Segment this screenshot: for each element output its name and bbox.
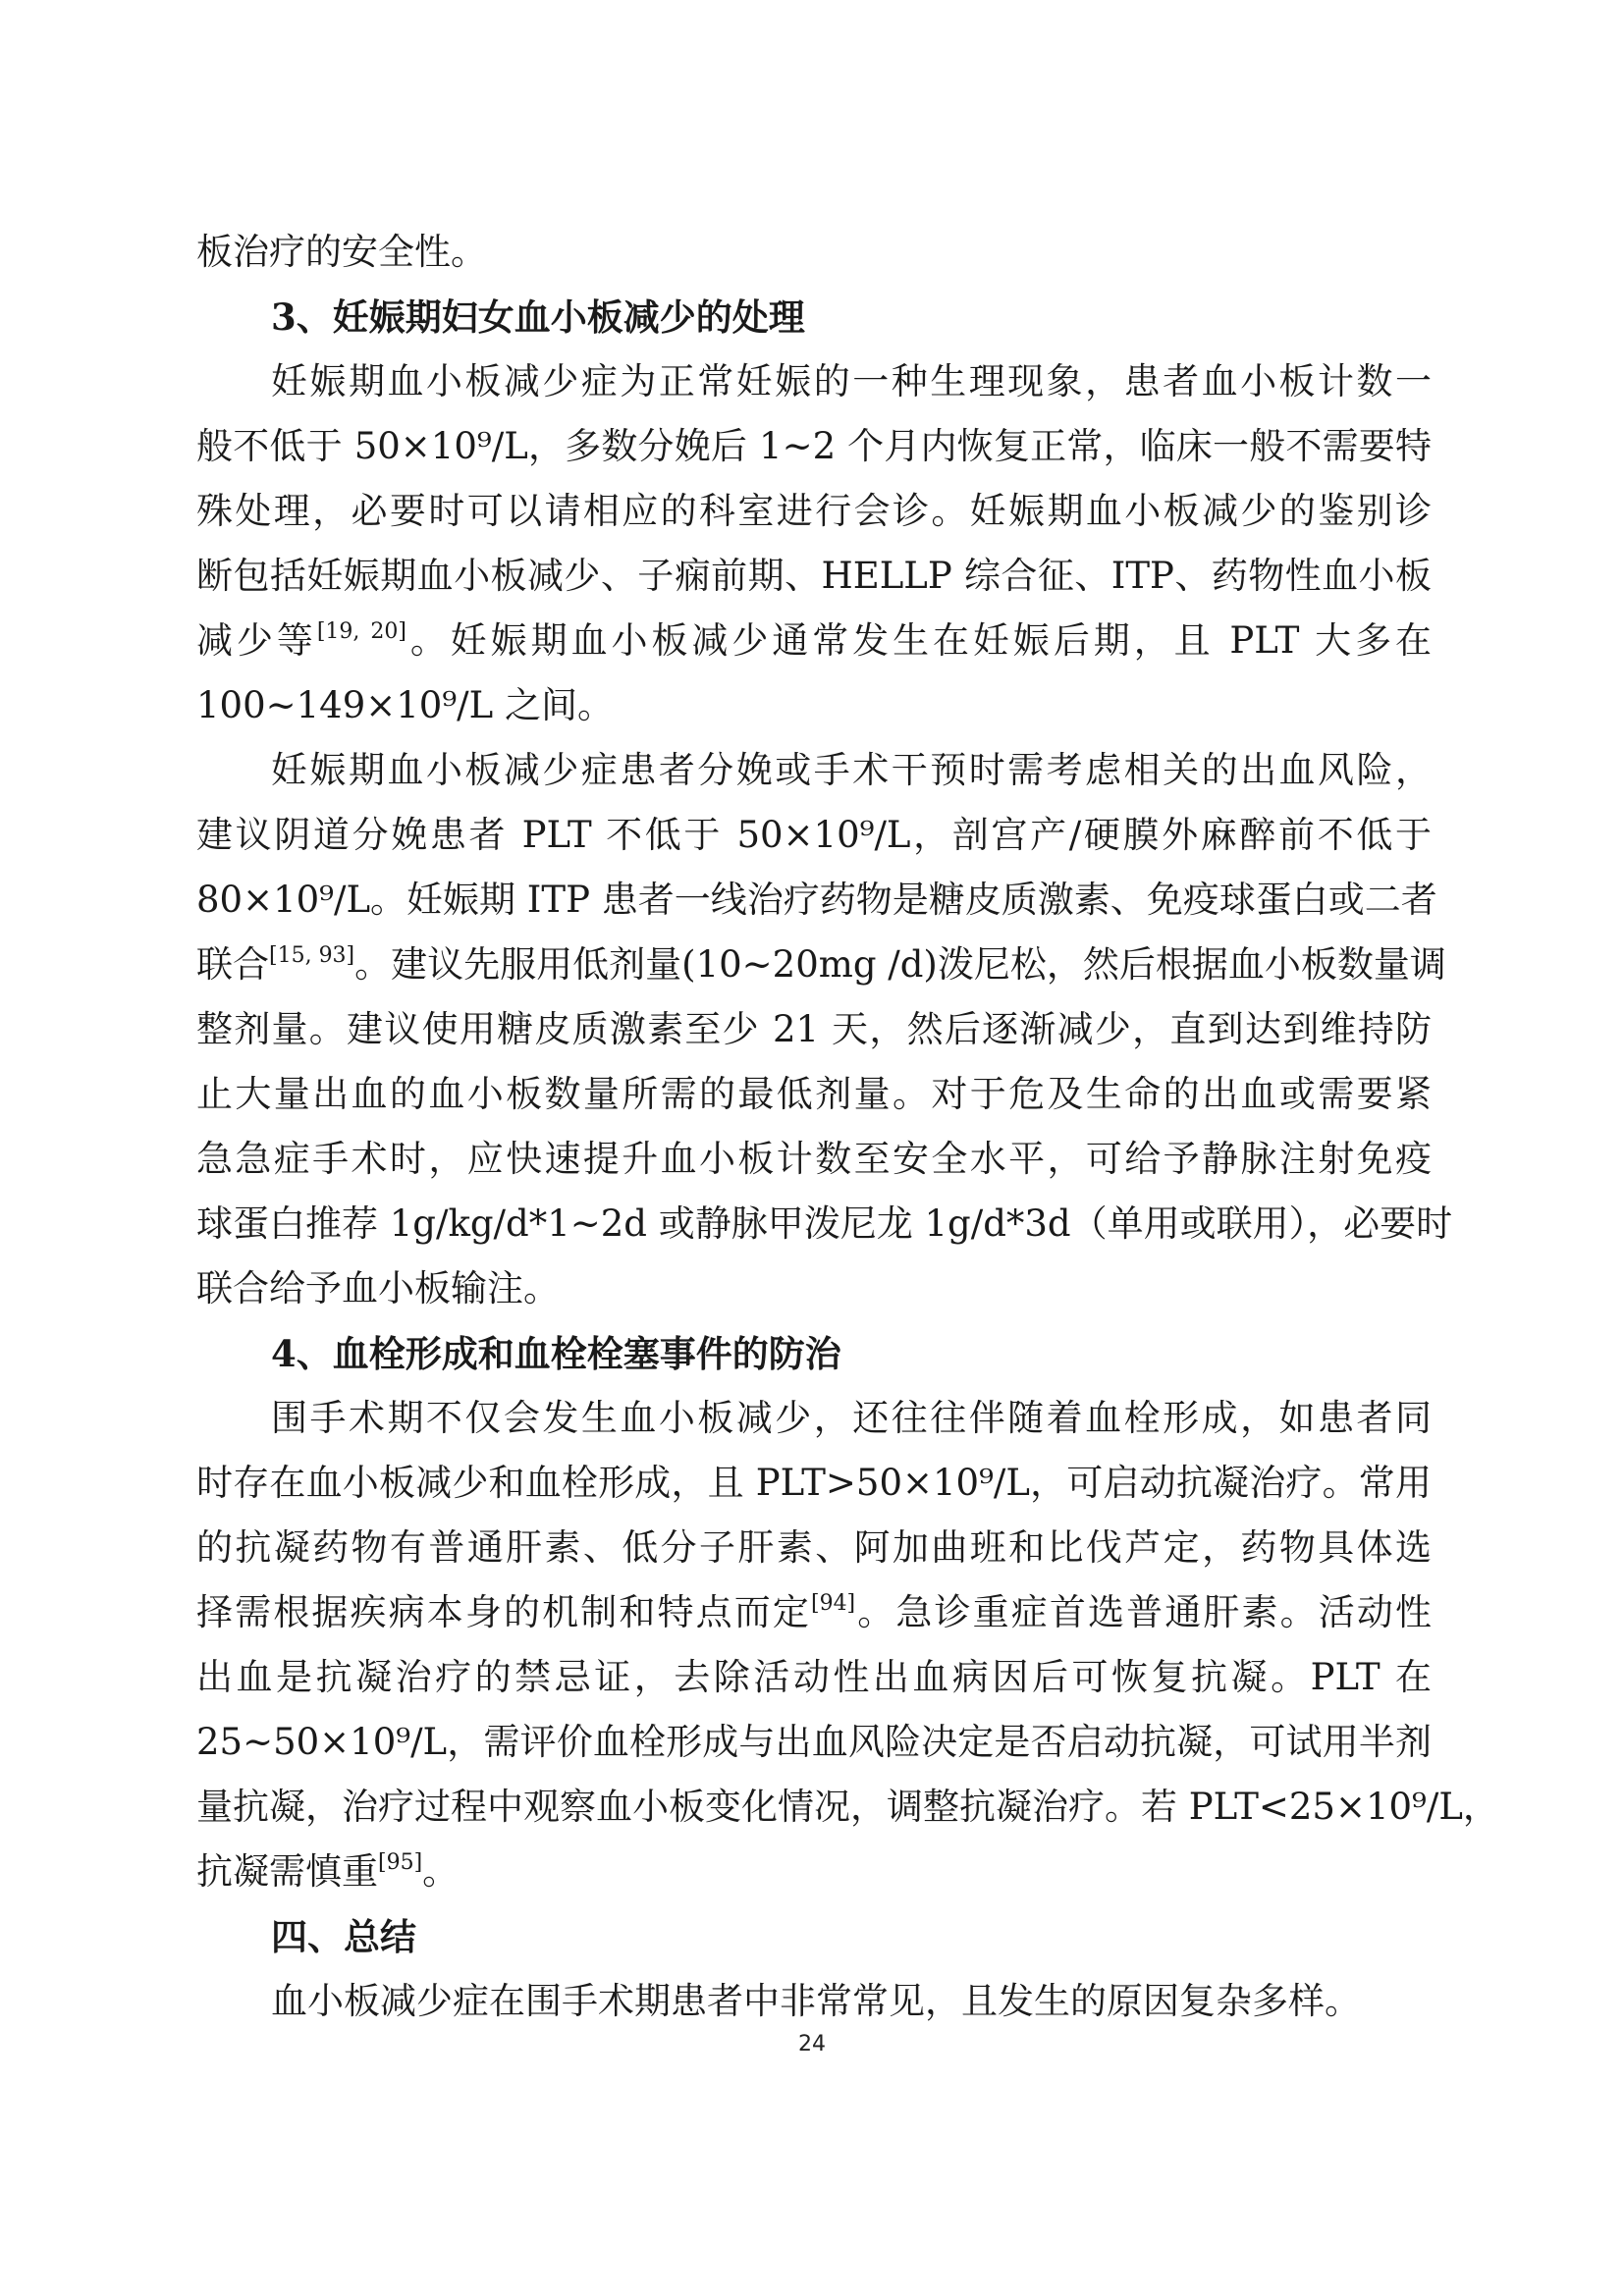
text-run: 减少等	[196, 619, 317, 662]
paragraph	[196, 349, 1432, 738]
text-run: 联合	[196, 943, 269, 986]
paragraph-line: 整剂量。建议使用糖皮质激素至少 21 天，然后逐渐减少，直到达到维持防	[196, 1008, 1432, 1050]
text-run: 。妊娠期血小板减少通常发生在妊娠后期，且 PLT 大多在	[406, 619, 1433, 662]
paragraph-line	[196, 609, 1432, 673]
paragraph-line: 妊娠期血小板减少症患者分娩或手术干预时需考虑相关的出血风险，	[271, 749, 1432, 791]
text-run: 。	[422, 1850, 460, 1893]
citation-ref: [94]	[810, 1591, 856, 1616]
paragraph	[196, 738, 1453, 1321]
paragraph-line: 出血是抗凝治疗的禁忌证，去除活动性出血病因后可恢复抗凝。PLT 在	[196, 1656, 1432, 1698]
paragraph-line: 围手术期不仅会发生血小板减少，还往往伴随着血栓形成，如患者同	[271, 1397, 1432, 1439]
paragraph-line: 量抗凝，治疗过程中观察血小板变化情况，调整抗凝治疗。若 PLT<25×10⁹/L，	[196, 1786, 1499, 1828]
text-run: 。建议先服用低剂量(10~20mg /d)泼尼松，然后根据血小板数量调	[354, 943, 1446, 986]
paragraph-line: 止大量出血的血小板数量所需的最低剂量。对于危及生命的出血或需要紧	[196, 1073, 1432, 1115]
paragraph-line: 时存在血小板减少和血栓形成，且 PLT>50×10⁹/L，可启动抗凝治疗。常用	[196, 1462, 1432, 1504]
paragraph	[196, 1969, 1432, 2034]
citation-ref: [95]	[378, 1850, 423, 1875]
paragraph-line: 80×10⁹/L。妊娠期 ITP 患者一线治疗药物是糖皮质激素、免疫球蛋白或二者	[196, 879, 1437, 921]
citation-ref: [19, 20]	[316, 619, 406, 644]
paragraph-line: 般不低于 50×10⁹/L，多数分娩后 1~2 个月内恢复正常，临床一般不需要特	[196, 425, 1432, 467]
paragraph-line: 建议阴道分娩患者 PLT 不低于 50×10⁹/L，剖宫产/硬膜外麻醉前不低于	[196, 814, 1432, 856]
citation-ref: [15, 93]	[269, 943, 355, 968]
paragraph-line: 联合给予血小板输注。	[196, 1267, 560, 1309]
paragraph-line: 100~149×10⁹/L 之间。	[196, 684, 614, 726]
paragraph-line: 板治疗的安全性。	[196, 231, 487, 273]
section-heading-4: 4、血栓形成和血栓栓塞事件的防治	[271, 1332, 841, 1375]
section-heading-summary: 四、总结	[271, 1915, 416, 1958]
paragraph-line: 的抗凝药物有普通肝素、低分子肝素、阿加曲班和比伐芦定，药物具体选	[196, 1526, 1432, 1569]
page-number: 24	[798, 2032, 826, 2056]
paragraph-line: 殊处理，必要时可以请相应的科室进行会诊。妊娠期血小板减少的鉴别诊	[196, 490, 1432, 532]
section-heading-3: 3、妊娠期妇女血小板减少的处理	[271, 295, 805, 339]
paragraph-line: 急急症手术时，应快速提升血小板计数至安全水平，可给予静脉注射免疫	[196, 1138, 1432, 1180]
paragraph-line	[196, 1580, 1432, 1645]
paragraph-line	[196, 1840, 1432, 1904]
text-run: 择需根据疾病本身的机制和特点而定	[196, 1591, 811, 1633]
paragraph	[196, 1386, 1499, 1904]
body-text	[196, 220, 1499, 2034]
paragraph-line: 妊娠期血小板减少症为正常妊娠的一种生理现象，患者血小板计数一	[271, 360, 1432, 402]
paragraph-line: 25~50×10⁹/L，需评价血栓形成与出血风险决定是否启动抗凝，可试用半剂	[196, 1721, 1432, 1763]
text-run: 抗凝需慎重	[196, 1850, 378, 1893]
paragraph-line: 球蛋白推荐 1g/kg/d*1~2d 或静脉甲泼尼龙 1g/d*3d（单用或联用），必要时	[196, 1202, 1453, 1245]
paragraph-line	[196, 933, 1446, 997]
text-run: 。急诊重症首选普通肝素。活动性	[855, 1591, 1433, 1633]
paragraph-line: 血小板减少症在围手术期患者中非常常见，且发生的原因复杂多样。	[271, 1980, 1361, 2022]
paragraph-line: 断包括妊娠期血小板减少、子痫前期、HELLP 综合征、ITP、药物性血小板	[196, 555, 1432, 597]
